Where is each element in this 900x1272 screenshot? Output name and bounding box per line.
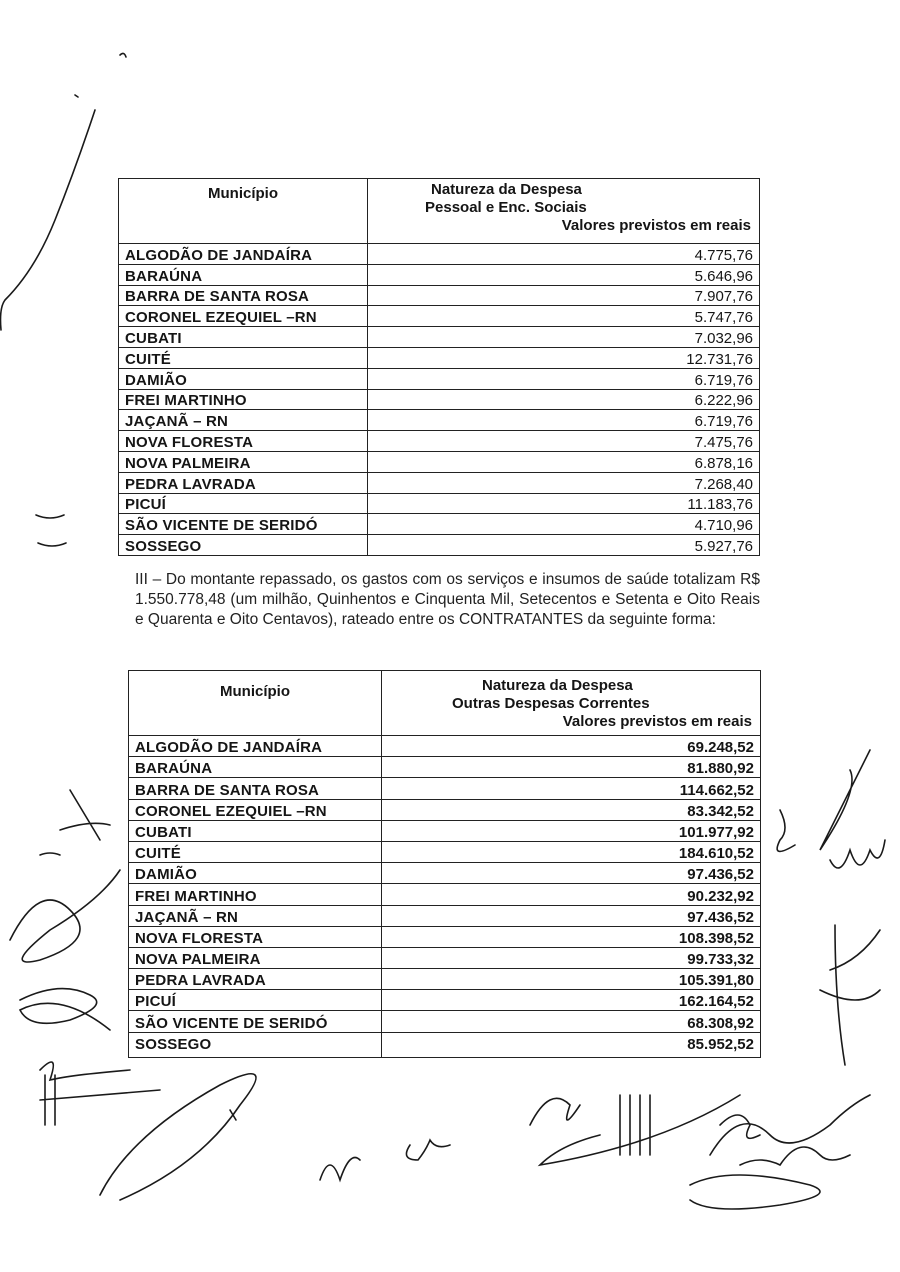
municipio-cell: BARRA DE SANTA ROSA <box>125 288 310 306</box>
table-row <box>119 264 759 285</box>
table-row <box>129 968 760 989</box>
table-row <box>119 493 759 514</box>
margin-marks <box>30 505 70 555</box>
header-line-2: Pessoal e Enc. Sociais <box>425 199 587 216</box>
municipio-cell: SOSSEGO <box>125 537 202 555</box>
valor-cell: 108.398,52 <box>678 929 754 947</box>
signature-right-1 <box>760 740 900 1080</box>
valor-cell: 6.878,16 <box>694 454 753 472</box>
municipio-cell: DAMIÃO <box>125 371 188 389</box>
municipio-cell: FREI MARTINHO <box>125 392 247 410</box>
municipio-cell: JAÇANÃ – RN <box>135 908 239 926</box>
header-natureza-despesa <box>371 181 751 235</box>
municipio-cell: JAÇANÃ – RN <box>125 413 229 431</box>
municipio-cell: PICUÍ <box>125 496 167 514</box>
valor-cell: 85.952,52 <box>687 1035 754 1053</box>
table-row <box>119 430 759 451</box>
table-row <box>119 534 759 555</box>
table-row <box>129 926 760 947</box>
municipio-cell: CUBATI <box>135 823 192 841</box>
municipio-cell: SÃO VICENTE DE SERIDÓ <box>125 517 318 535</box>
municipio-cell: NOVA FLORESTA <box>125 433 254 451</box>
valor-cell: 68.308,92 <box>687 1014 754 1032</box>
table-row <box>129 1032 760 1053</box>
valor-cell: 7.032,96 <box>694 329 753 347</box>
signature-bottom-3 <box>480 1055 900 1255</box>
municipio-cell: CUBATI <box>125 329 182 347</box>
municipio-cell: CORONEL EZEQUIEL –RN <box>125 309 317 327</box>
valor-cell: 7.907,76 <box>694 288 753 306</box>
valor-cell: 184.610,52 <box>678 845 754 863</box>
municipio-cell: NOVA FLORESTA <box>135 929 264 947</box>
header-municipio: Município <box>220 683 290 700</box>
table-body <box>129 735 760 1053</box>
valor-cell: 114.662,52 <box>679 781 754 799</box>
valor-cell: 69.248,52 <box>687 739 754 757</box>
valor-cell: 101.977,92 <box>678 823 754 841</box>
valor-cell: 5.927,76 <box>694 537 753 555</box>
table-row <box>119 285 759 306</box>
header-line-2: Outras Despesas Correntes <box>452 695 650 712</box>
valor-cell: 97.436,52 <box>687 908 754 926</box>
valor-cell: 11.183,76 <box>687 496 753 514</box>
table-row <box>129 883 760 904</box>
margin-scribble-left <box>0 0 140 340</box>
municipio-cell: SÃO VICENTE DE SERIDÓ <box>135 1014 328 1032</box>
valor-cell: 6.719,76 <box>694 371 753 389</box>
table-row <box>129 735 760 756</box>
header-line-1: Natureza da Despesa <box>431 181 582 198</box>
table-row <box>129 947 760 968</box>
table-row <box>119 347 759 368</box>
valor-cell: 6.222,96 <box>694 392 753 410</box>
table-row <box>129 756 760 777</box>
header-line-3: Valores previstos em reais <box>562 713 752 730</box>
valor-cell: 83.342,52 <box>687 802 754 820</box>
signature-left-2 <box>25 1065 175 1135</box>
table-row <box>129 841 760 862</box>
municipio-cell: FREI MARTINHO <box>135 887 257 905</box>
valor-cell: 4.775,76 <box>694 246 753 264</box>
signature-left-1 <box>0 770 140 1100</box>
municipio-cell: BARAÚNA <box>135 760 213 778</box>
table-row <box>119 305 759 326</box>
table-row <box>119 368 759 389</box>
municipio-cell: PEDRA LAVRADA <box>125 475 256 493</box>
municipio-cell: SOSSEGO <box>135 1035 212 1053</box>
table-row <box>129 862 760 883</box>
paragraph-gastos: III – Do montante repassado, os gastos com os serviços e insumos de saúde totalizam R$ 1.550.778,48 (um milhão, Quinhentos e Cinquenta Mil, Setecentos e Setenta e Oito Reais e Quarenta e Oito Centavos), rateado entre os CONTRATANTES da seguinte forma: <box>135 571 760 628</box>
table-outras-despesas <box>128 670 761 1058</box>
valor-cell: 105.391,80 <box>678 972 754 990</box>
table-row <box>129 1010 760 1031</box>
municipio-cell: PICUÍ <box>135 993 177 1011</box>
municipio-cell: BARRA DE SANTA ROSA <box>135 781 320 799</box>
municipio-cell: NOVA PALMEIRA <box>135 951 261 969</box>
municipio-cell: ALGODÃO DE JANDAÍRA <box>135 739 323 757</box>
table-row <box>119 389 759 410</box>
table-row <box>129 989 760 1010</box>
valor-cell: 90.232,92 <box>687 887 754 905</box>
table-row <box>119 243 759 264</box>
valor-cell: 4.710,96 <box>694 517 753 535</box>
valor-cell: 5.747,76 <box>694 309 753 327</box>
table-row <box>119 409 759 430</box>
valor-cell: 81.880,92 <box>687 760 754 778</box>
table-row <box>129 820 760 841</box>
header-municipio: Município <box>208 185 278 202</box>
valor-cell: 7.475,76 <box>694 433 753 451</box>
municipio-cell: PEDRA LAVRADA <box>135 972 266 990</box>
valor-cell: 162.164,52 <box>678 993 754 1011</box>
signature-bottom-2 <box>310 1120 460 1210</box>
municipio-cell: ALGODÃO DE JANDAÍRA <box>125 246 313 264</box>
table-row <box>119 451 759 472</box>
valor-cell: 99.733,32 <box>687 951 754 969</box>
municipio-cell: BARAÚNA <box>125 267 203 285</box>
table-row <box>129 799 760 820</box>
valor-cell: 5.646,96 <box>694 267 753 285</box>
table-row <box>119 472 759 493</box>
table-row <box>119 513 759 534</box>
municipio-cell: NOVA PALMEIRA <box>125 454 251 472</box>
valor-cell: 97.436,52 <box>687 866 754 884</box>
valor-cell: 12.731,76 <box>686 350 753 368</box>
valor-cell: 6.719,76 <box>694 413 753 431</box>
municipio-cell: CUITÉ <box>125 350 171 368</box>
municipio-cell: DAMIÃO <box>135 866 198 884</box>
header-natureza-despesa <box>382 677 752 731</box>
table-row <box>129 905 760 926</box>
header-line-3: Valores previstos em reais <box>561 217 751 234</box>
municipio-cell: CUITÉ <box>135 845 181 863</box>
municipio-cell: CORONEL EZEQUIEL –RN <box>135 802 327 820</box>
valor-cell: 7.268,40 <box>694 475 753 493</box>
table-body <box>119 243 759 555</box>
header-line-1: Natureza da Despesa <box>482 677 633 694</box>
table-row <box>129 777 760 798</box>
table-pessoal-encargos <box>118 178 760 556</box>
table-row <box>119 326 759 347</box>
